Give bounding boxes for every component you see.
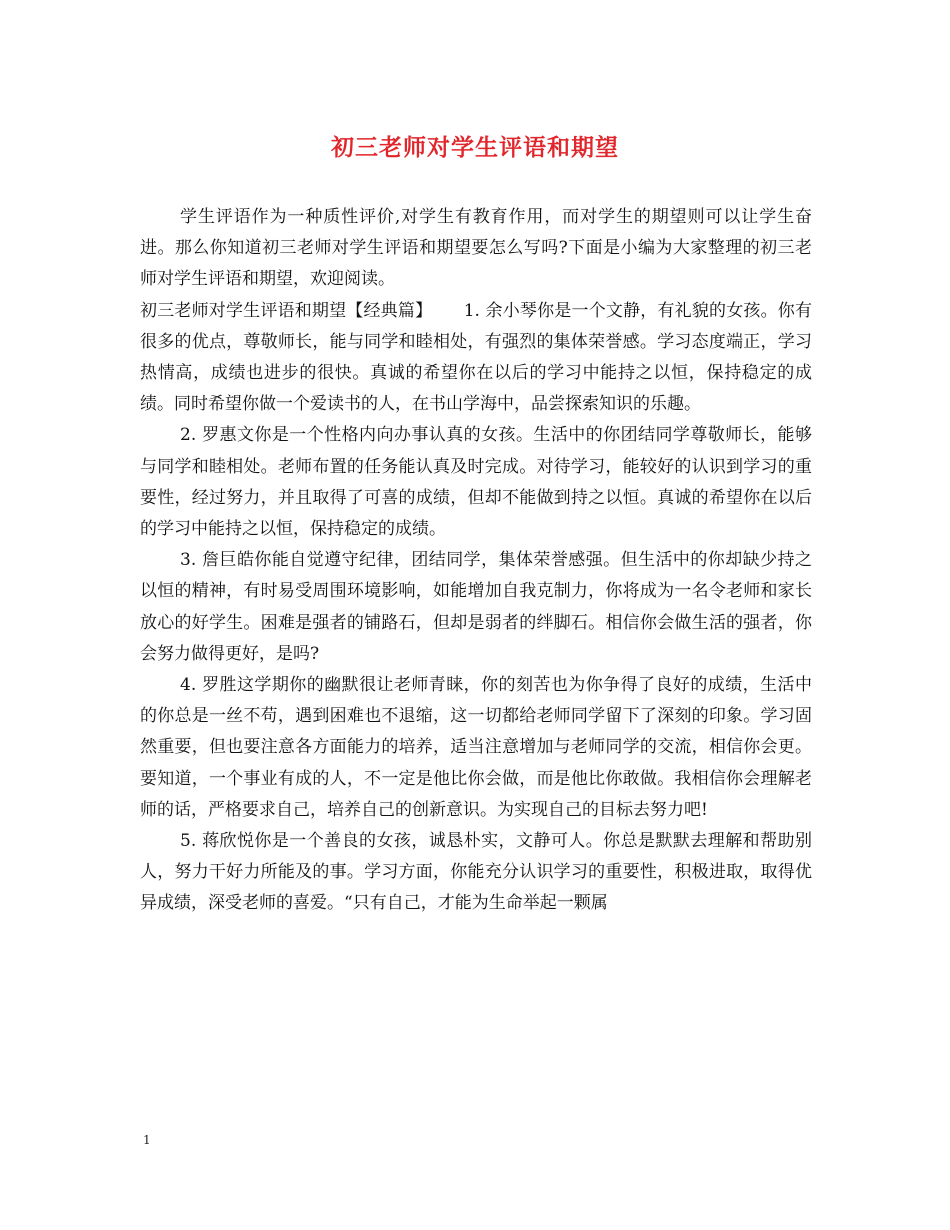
paragraph-classic-section: 初三老师对学生评语和期望【经典篇】 1. 余小琴你是一个文静，有礼貌的女孩。你有很多的优点，尊敬师长，能与同学和睦相处，有强烈的集体荣誉感。学习态度端正，学习热情高，成绩也进步的很快。真诚的希望你在以后的学习中能持之以恒，保持稳定的成绩。同时希望你做一个爱读书的人，在书山学海中，品尝探索知识的乐趣。 <box>140 300 812 415</box>
paragraph-intro: 学生评语作为一种质性评价,对学生有教育作用，而对学生的期望则可以让学生奋进。那么你知道初三老师对学生评语和期望要怎么写吗?下面是小编为大家整理的初三老师对学生评语和期望，欢迎阅读。 <box>140 207 812 290</box>
paragraph-comment-5: 5. 蒋欣悦你是一个善良的女孩，诚恳朴实，文静可人。你总是默默去理解和帮助别人，努力干好力所能及的事。学习方面，你能充分认识学习的重要性，积极进取，取得优异成绩，深受老师的喜爱。“只有自己，才能为生命举起一颗属 <box>140 831 812 914</box>
document-body <box>140 202 812 920</box>
page-number: 1 <box>143 1133 151 1147</box>
document-title: 初三老师对学生评语和期望 <box>331 134 619 161</box>
paragraph-comment-4: 4. 罗胜这学期你的幽默很让老师青睐，你的刻苦也为你争得了良好的成绩，生活中的你总是一丝不苟，遇到困难也不退缩，这一切都给老师同学留下了深刻的印象。学习固然重要，但也要注意各方面能力的培养，适当注意增加与老师同学的交流，相信你会更。要知道，一个事业有成的人，不一定是他比你会做，而是他比你敢做。我相信你会理解老师的话，严格要求自己，培养自己的创新意识。为实现自己的目标去努力吧! <box>140 675 812 820</box>
paragraph-comment-3: 3. 詹巨皓你能自觉遵守纪律，团结同学，集体荣誉感强。但生活中的你却缺少持之以恒的精神，有时易受周围环境影响，如能增加自我克制力，你将成为一名令老师和家长放心的好学生。困难是强者的铺路石，但却是弱者的绊脚石。相信你会做生活的强者，你会努力做得更好，是吗? <box>140 550 812 664</box>
paragraph-comment-2: 2. 罗惠文你是一个性格内向办事认真的女孩。生活中的你团结同学尊敬师长，能够与同学和睦相处。老师布置的任务能认真及时完成。对待学习，能较好的认识到学习的重要性，经过努力，并且取得了可喜的成绩，但却不能做到持之以恒。真诚的希望你在以后的学习中能持之以恒，保持稳定的成绩。 <box>140 425 812 540</box>
